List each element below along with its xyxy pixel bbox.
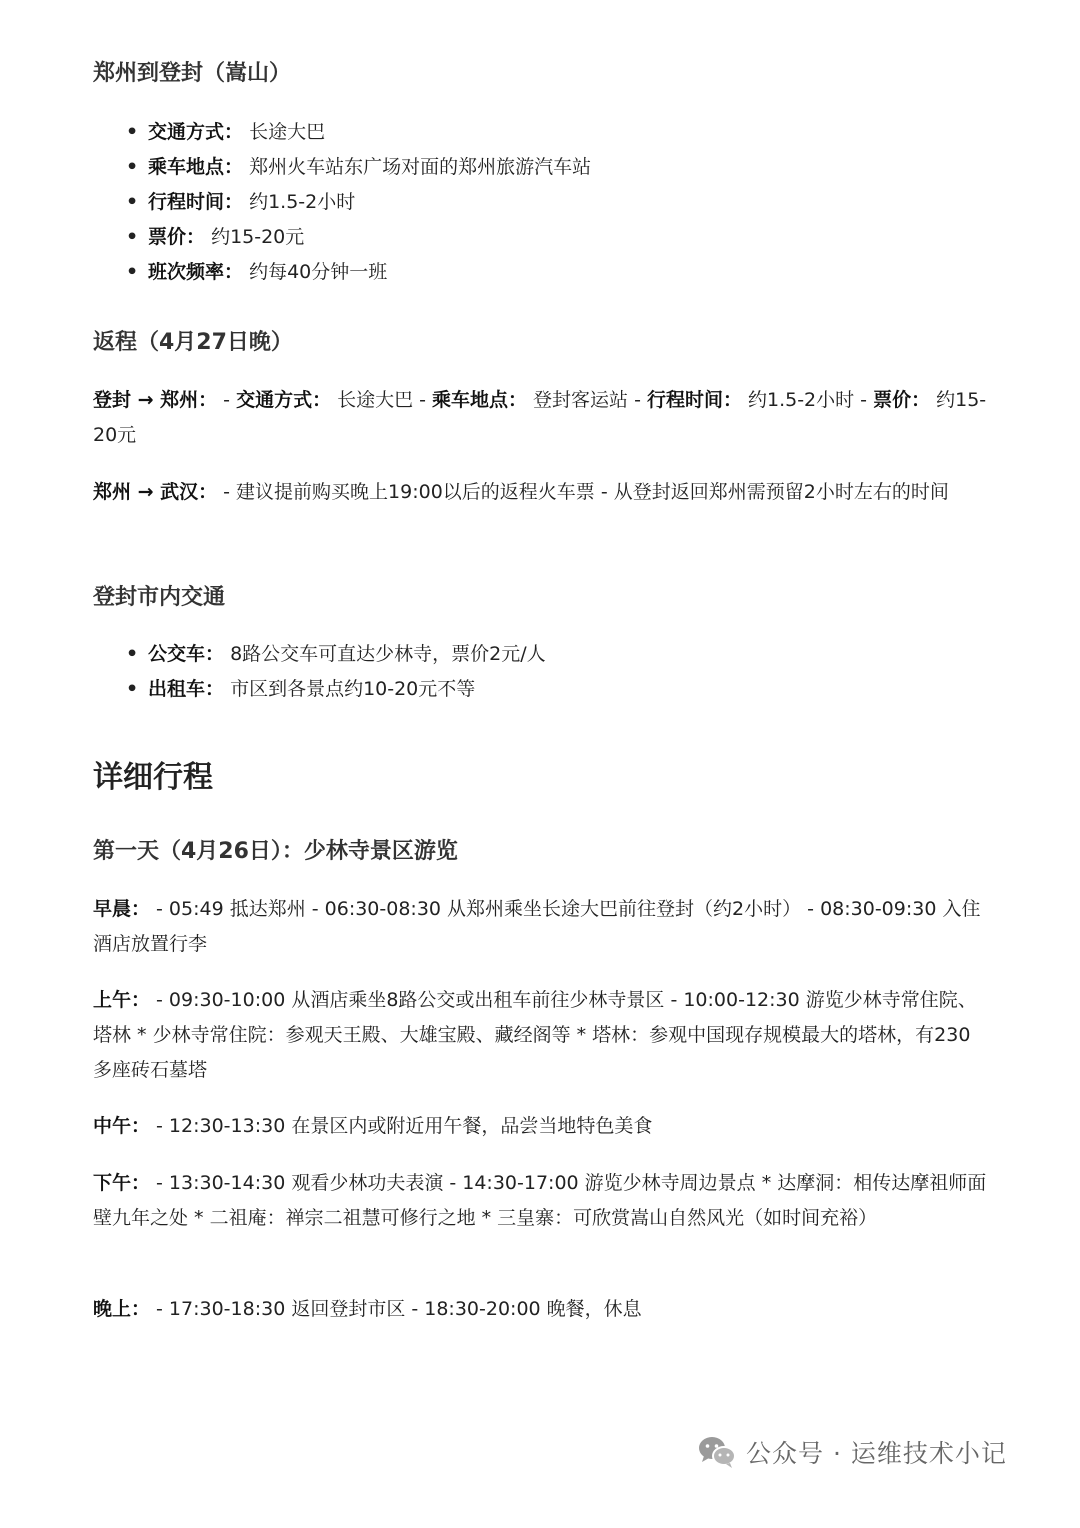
bullet-icon: • (126, 261, 139, 283)
watermark-text: 公众号 · 运维技术小记 (746, 1439, 1007, 1468)
local-transport-list (93, 637, 546, 707)
schedule-afternoon: 下午： - 13:30-14:30 观看少林功夫表演 - 14:30-17:00 游览少林寺周边景点 * 达摩洞：相传达摩祖师面壁九年之处 * 二祖庵：禅宗二祖慧可修行之地 * 三皇寨：可欣赏嵩山自然风光（如时间充裕） (93, 1172, 987, 1229)
list-item: • 票价： 约15-20元 (93, 220, 591, 255)
schedule-morning-early: 早晨： - 05:49 抵达郑州 - 06:30-08:30 从郑州乘坐长途大巴前往登封（约2小时） - 08:30-09:30 入住酒店放置行李 (93, 898, 981, 955)
list-item: • 公交车： 8路公交车可直达少林寺，票价2元/人 (93, 637, 546, 672)
list-item: • 行程时间： 约1.5-2小时 (93, 185, 591, 220)
section-title-zhengzhou-dengfeng: 郑州到登封（嵩山） (93, 61, 292, 86)
list-item: • 交通方式： 长途大巴 (93, 115, 591, 150)
itinerary-title: 详细行程 (93, 760, 213, 795)
list-item: • 乘车地点： 郑州火车站东广场对面的郑州旅游汽车站 (93, 150, 591, 185)
bullet-icon: • (126, 678, 139, 700)
bullet-icon: • (126, 191, 139, 213)
bullet-icon: • (126, 226, 139, 248)
bullet-icon: • (126, 643, 139, 665)
list-item: • 出租车： 市区到各景点约10-20元不等 (93, 672, 546, 707)
schedule-noon: 中午： - 12:30-13:30 在景区内或附近用午餐，品尝当地特色美食 (93, 1115, 653, 1137)
list-item: • 班次频率： 约每40分钟一班 (93, 255, 591, 290)
wechat-icon (698, 1435, 736, 1469)
return-dengfeng-zhengzhou: 登封 → 郑州： - 交通方式： 长途大巴 - 乘车地点： 登封客运站 - 行程时间： 约1.5-2小时 - 票价： 约15-20元 (93, 389, 987, 446)
section-title-return: 返程（4月27日晚） (93, 330, 293, 355)
bullet-icon: • (126, 121, 139, 143)
schedule-morning: 上午： - 09:30-10:00 从酒店乘坐8路公交或出租车前往少林寺景区 - 10:00-12:30 游览少林寺常住院、塔林 * 少林寺常住院：参观天王殿、大雄宝殿、藏经阁等 * 塔林：参观中国现存规模最大的塔林，有230多座砖石墓塔 (93, 989, 977, 1081)
schedule-evening: 晚上： - 17:30-18:30 返回登封市区 - 18:30-20:00 晚餐，休息 (93, 1298, 642, 1320)
transport-list (93, 115, 591, 290)
day1-title: 第一天（4月26日）：少林寺景区游览 (93, 839, 458, 864)
watermark (698, 1427, 1007, 1477)
bullet-icon: • (126, 156, 139, 178)
section-title-local-transport: 登封市内交通 (93, 585, 226, 610)
return-zhengzhou-wuhan: 郑州 → 武汉： - 建议提前购买晚上19:00以后的返程火车票 - 从登封返回郑州需预留2小时左右的时间 (93, 481, 949, 503)
